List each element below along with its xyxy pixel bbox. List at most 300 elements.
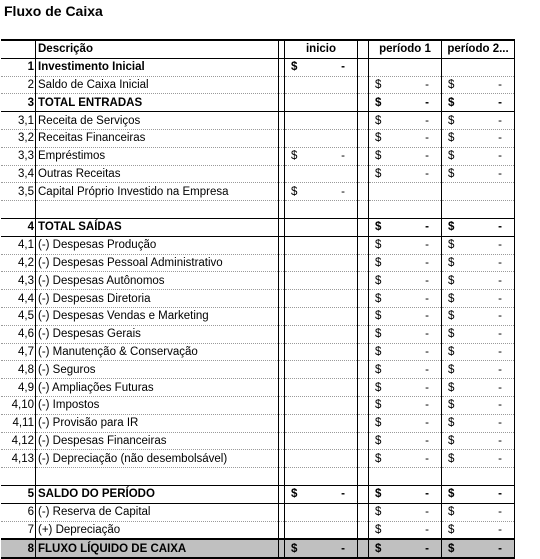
row-number <box>1 201 36 219</box>
currency-symbol: $ <box>448 381 455 394</box>
cell-periodo-1 <box>369 236 442 254</box>
table-row <box>1 450 515 468</box>
cell-value: - <box>498 434 502 447</box>
row-description: (-) Reserva de Capital <box>36 503 279 521</box>
row-description: (+) Depreciação <box>36 521 279 539</box>
currency-symbol: $ <box>375 452 382 465</box>
cell-periodo-2 <box>442 201 515 219</box>
cell-inicio <box>285 485 358 503</box>
cell-value: - <box>341 185 345 198</box>
table-row <box>1 236 515 254</box>
cell-periodo-2 <box>442 414 515 432</box>
cell-periodo-1 <box>369 325 442 343</box>
row-description: SALDO DO PERÍODO <box>36 485 279 503</box>
cell-value: - <box>425 542 429 555</box>
row-description: (-) Despesas Pessoal Administrativo <box>36 254 279 272</box>
currency-symbol: $ <box>375 542 382 555</box>
table-row <box>1 58 515 76</box>
cell-periodo-2 <box>442 521 515 539</box>
cell-value: - <box>425 381 429 394</box>
cell-periodo-1 <box>369 112 442 130</box>
cell-inicio <box>285 272 358 290</box>
row-number: 4,13 <box>1 450 36 468</box>
currency-symbol: $ <box>375 274 382 287</box>
currency-symbol: $ <box>291 542 298 555</box>
cell-inicio <box>285 503 358 521</box>
currency-symbol: $ <box>448 114 455 127</box>
cell-periodo-1 <box>369 307 442 325</box>
currency-symbol: $ <box>448 239 455 252</box>
row-number: 3 <box>1 94 36 112</box>
spacer-cell <box>358 396 369 414</box>
cell-periodo-1 <box>369 450 442 468</box>
table-row <box>1 468 515 486</box>
cell-value: - <box>425 506 429 519</box>
spacer-cell <box>358 147 369 165</box>
table-row <box>1 94 515 112</box>
cell-value: - <box>341 488 345 501</box>
spacer-cell <box>358 539 369 558</box>
spacer-cell <box>358 236 369 254</box>
currency-symbol: $ <box>448 256 455 269</box>
row-number: 4,10 <box>1 396 36 414</box>
cell-value: - <box>498 292 502 305</box>
row-description: (-) Despesas Gerais <box>36 325 279 343</box>
row-number: 3,4 <box>1 165 36 183</box>
cell-inicio <box>285 58 358 76</box>
cell-periodo-2 <box>442 379 515 397</box>
cell-value: - <box>498 114 502 127</box>
cell-periodo-2 <box>442 112 515 130</box>
spacer-cell <box>358 432 369 450</box>
currency-symbol: $ <box>448 399 455 412</box>
cell-value: - <box>498 274 502 287</box>
cell-periodo-1 <box>369 183 442 201</box>
cell-inicio <box>285 129 358 147</box>
cell-periodo-1 <box>369 361 442 379</box>
row-number: 4,3 <box>1 272 36 290</box>
row-number: 4,12 <box>1 432 36 450</box>
cell-value: - <box>498 363 502 376</box>
cell-periodo-2 <box>442 58 515 76</box>
row-number: 4,7 <box>1 343 36 361</box>
cell-periodo-1 <box>369 218 442 236</box>
table-row <box>1 521 515 539</box>
cell-periodo-1 <box>369 468 442 486</box>
row-description: (-) Depreciação (não desembolsável) <box>36 450 279 468</box>
header-num <box>1 40 36 58</box>
cell-periodo-2 <box>442 432 515 450</box>
table-row <box>1 218 515 236</box>
cell-value: - <box>425 132 429 145</box>
table-row <box>1 325 515 343</box>
cell-periodo-2 <box>442 165 515 183</box>
cell-inicio <box>285 307 358 325</box>
cell-periodo-1 <box>369 379 442 397</box>
cell-inicio <box>285 76 358 94</box>
row-description: (-) Despesas Financeiras <box>36 432 279 450</box>
cell-periodo-2 <box>442 218 515 236</box>
currency-symbol: $ <box>375 345 382 358</box>
currency-symbol: $ <box>375 328 382 341</box>
table-row <box>1 254 515 272</box>
cell-inicio <box>285 396 358 414</box>
cell-value: - <box>425 239 429 252</box>
cell-periodo-2 <box>442 450 515 468</box>
cell-periodo-1 <box>369 272 442 290</box>
row-description: TOTAL ENTRADAS <box>36 94 279 112</box>
cell-value: - <box>425 150 429 163</box>
row-description: Outras Receitas <box>36 165 279 183</box>
row-description: Receita de Serviços <box>36 112 279 130</box>
currency-symbol: $ <box>448 310 455 323</box>
cell-value: - <box>425 274 429 287</box>
cell-value: - <box>498 221 502 234</box>
cell-periodo-2 <box>442 183 515 201</box>
row-number: 4,5 <box>1 307 36 325</box>
spacer-cell <box>358 201 369 219</box>
currency-symbol: $ <box>448 488 455 501</box>
spacer-cell <box>358 272 369 290</box>
row-number: 5 <box>1 485 36 503</box>
cell-periodo-2 <box>442 272 515 290</box>
currency-symbol: $ <box>375 132 382 145</box>
cell-inicio <box>285 112 358 130</box>
spacer-cell <box>358 521 369 539</box>
currency-symbol: $ <box>448 274 455 287</box>
row-number: 4,2 <box>1 254 36 272</box>
currency-symbol: $ <box>448 523 455 536</box>
spacer-cell <box>358 307 369 325</box>
currency-symbol: $ <box>375 167 382 180</box>
cell-value: - <box>425 310 429 323</box>
row-description <box>36 468 279 486</box>
cell-inicio <box>285 539 358 558</box>
currency-symbol: $ <box>375 523 382 536</box>
cell-inicio <box>285 343 358 361</box>
cell-periodo-2 <box>442 485 515 503</box>
cell-value: - <box>425 256 429 269</box>
row-number: 3,1 <box>1 112 36 130</box>
cell-value: - <box>498 150 502 163</box>
cell-inicio <box>285 254 358 272</box>
table-row <box>1 165 515 183</box>
row-description: (-) Despesas Vendas e Marketing <box>36 307 279 325</box>
row-number: 4,4 <box>1 290 36 308</box>
spacer-cell <box>358 325 369 343</box>
table-row <box>1 396 515 414</box>
spacer-cell <box>358 290 369 308</box>
cell-value: - <box>498 523 502 536</box>
cell-value: - <box>498 381 502 394</box>
cash-flow-table <box>1 39 515 559</box>
header-periodo-1: período 1 <box>369 40 442 58</box>
currency-symbol: $ <box>448 221 455 234</box>
currency-symbol: $ <box>448 132 455 145</box>
currency-symbol: $ <box>375 488 382 501</box>
cell-value: - <box>425 434 429 447</box>
row-number: 4,6 <box>1 325 36 343</box>
cell-value: - <box>498 132 502 145</box>
row-description: (-) Provisão para IR <box>36 414 279 432</box>
cell-periodo-2 <box>442 290 515 308</box>
currency-symbol: $ <box>375 150 382 163</box>
table-row <box>1 129 515 147</box>
row-number: 2 <box>1 76 36 94</box>
table-row <box>1 343 515 361</box>
cell-periodo-1 <box>369 485 442 503</box>
table-row <box>1 307 515 325</box>
cell-inicio <box>285 450 358 468</box>
spacer-cell <box>358 503 369 521</box>
currency-symbol: $ <box>375 399 382 412</box>
spacer-cell <box>358 94 369 112</box>
table-row <box>1 485 515 503</box>
cell-value: - <box>425 328 429 341</box>
currency-symbol: $ <box>291 61 298 74</box>
cell-inicio <box>285 325 358 343</box>
cell-periodo-2 <box>442 307 515 325</box>
table-row <box>1 414 515 432</box>
currency-symbol: $ <box>448 417 455 430</box>
cell-value: - <box>341 61 345 74</box>
cell-inicio <box>285 218 358 236</box>
cell-inicio <box>285 361 358 379</box>
row-number: 4,8 <box>1 361 36 379</box>
table-row <box>1 272 515 290</box>
header-inicio: inicio <box>285 40 358 58</box>
cell-value: - <box>498 506 502 519</box>
cell-periodo-2 <box>442 468 515 486</box>
cell-inicio <box>285 165 358 183</box>
row-number: 4,11 <box>1 414 36 432</box>
row-number: 3,3 <box>1 147 36 165</box>
cell-value: - <box>498 542 502 555</box>
cell-value: - <box>498 452 502 465</box>
cell-periodo-1 <box>369 396 442 414</box>
cell-value: - <box>425 78 429 91</box>
cell-periodo-1 <box>369 147 442 165</box>
cell-periodo-2 <box>442 76 515 94</box>
cell-value: - <box>498 417 502 430</box>
spacer-cell <box>358 58 369 76</box>
currency-symbol: $ <box>375 434 382 447</box>
cell-value: - <box>425 96 429 109</box>
cell-value: - <box>341 150 345 163</box>
cell-value: - <box>498 239 502 252</box>
cell-periodo-2 <box>442 343 515 361</box>
row-number: 4 <box>1 218 36 236</box>
currency-symbol: $ <box>375 256 382 269</box>
row-description: (-) Impostos <box>36 396 279 414</box>
header-descricao: Descrição <box>36 40 279 58</box>
row-description: (-) Seguros <box>36 361 279 379</box>
row-description: Capital Próprio Investido na Empresa <box>36 183 279 201</box>
cell-periodo-1 <box>369 165 442 183</box>
cell-inicio <box>285 201 358 219</box>
cell-periodo-2 <box>442 503 515 521</box>
cell-periodo-2 <box>442 325 515 343</box>
currency-symbol: $ <box>375 96 382 109</box>
cell-inicio <box>285 432 358 450</box>
currency-symbol: $ <box>448 328 455 341</box>
currency-symbol: $ <box>448 506 455 519</box>
row-number: 4,9 <box>1 379 36 397</box>
cell-value: - <box>425 114 429 127</box>
row-number: 3,5 <box>1 183 36 201</box>
cell-inicio <box>285 94 358 112</box>
cell-periodo-1 <box>369 58 442 76</box>
cell-periodo-1 <box>369 343 442 361</box>
cell-value: - <box>498 167 502 180</box>
row-description: (-) Despesas Produção <box>36 236 279 254</box>
cell-periodo-1 <box>369 539 442 558</box>
currency-symbol: $ <box>375 363 382 376</box>
cell-periodo-2 <box>442 539 515 558</box>
cell-inicio <box>285 290 358 308</box>
page-title: Fluxo de Caixa <box>4 3 103 19</box>
currency-symbol: $ <box>375 310 382 323</box>
spacer-cell <box>358 414 369 432</box>
row-description: (-) Despesas Diretoria <box>36 290 279 308</box>
table-header <box>1 40 515 58</box>
currency-symbol: $ <box>448 434 455 447</box>
cell-inicio <box>285 183 358 201</box>
cell-value: - <box>498 488 502 501</box>
cell-value: - <box>425 345 429 358</box>
table-row <box>1 379 515 397</box>
cell-periodo-1 <box>369 503 442 521</box>
spacer-cell <box>358 183 369 201</box>
currency-symbol: $ <box>448 292 455 305</box>
currency-symbol: $ <box>375 239 382 252</box>
cell-periodo-2 <box>442 94 515 112</box>
cell-value: - <box>498 96 502 109</box>
currency-symbol: $ <box>375 381 382 394</box>
spacer-cell <box>358 468 369 486</box>
row-description: Investimento Inicial <box>36 58 279 76</box>
currency-symbol: $ <box>375 292 382 305</box>
cell-periodo-1 <box>369 94 442 112</box>
currency-symbol: $ <box>448 363 455 376</box>
cell-periodo-2 <box>442 147 515 165</box>
table-row <box>1 290 515 308</box>
cell-value: - <box>425 452 429 465</box>
header-gap <box>358 40 369 58</box>
row-description: (-) Ampliações Futuras <box>36 379 279 397</box>
spacer-cell <box>358 450 369 468</box>
cell-value: - <box>425 167 429 180</box>
currency-symbol: $ <box>448 452 455 465</box>
cell-periodo-1 <box>369 254 442 272</box>
currency-symbol: $ <box>448 96 455 109</box>
cell-periodo-2 <box>442 396 515 414</box>
row-number: 8 <box>1 539 36 558</box>
row-description: (-) Manutenção & Conservação <box>36 343 279 361</box>
cell-value: - <box>425 363 429 376</box>
cell-value: - <box>498 78 502 91</box>
cell-value: - <box>498 256 502 269</box>
currency-symbol: $ <box>375 78 382 91</box>
cell-value: - <box>425 488 429 501</box>
row-number <box>1 468 36 486</box>
spacer-cell <box>358 343 369 361</box>
table-row <box>1 539 515 558</box>
row-description: Receitas Financeiras <box>36 129 279 147</box>
cell-value: - <box>498 399 502 412</box>
row-description: TOTAL SAÍDAS <box>36 218 279 236</box>
cell-periodo-2 <box>442 254 515 272</box>
row-description: Saldo de Caixa Inicial <box>36 76 279 94</box>
spacer-cell <box>358 361 369 379</box>
currency-symbol: $ <box>375 114 382 127</box>
table-row <box>1 201 515 219</box>
currency-symbol: $ <box>291 488 298 501</box>
currency-symbol: $ <box>448 345 455 358</box>
cell-inicio <box>285 468 358 486</box>
cell-value: - <box>425 417 429 430</box>
cell-value: - <box>341 542 345 555</box>
row-description: Empréstimos <box>36 147 279 165</box>
spacer-cell <box>358 218 369 236</box>
header-periodo-2: período 2... <box>442 40 515 58</box>
table-row <box>1 503 515 521</box>
cell-inicio <box>285 147 358 165</box>
row-number: 4,1 <box>1 236 36 254</box>
cell-value: - <box>425 221 429 234</box>
currency-symbol: $ <box>291 150 298 163</box>
currency-symbol: $ <box>291 185 298 198</box>
cell-inicio <box>285 414 358 432</box>
spacer-cell <box>358 76 369 94</box>
row-number: 7 <box>1 521 36 539</box>
currency-symbol: $ <box>375 221 382 234</box>
cell-periodo-1 <box>369 432 442 450</box>
currency-symbol: $ <box>375 506 382 519</box>
cell-inicio <box>285 379 358 397</box>
table-row <box>1 147 515 165</box>
cell-periodo-1 <box>369 521 442 539</box>
cell-periodo-2 <box>442 361 515 379</box>
table-row <box>1 432 515 450</box>
cell-value: - <box>498 328 502 341</box>
row-description: FLUXO LÍQUIDO DE CAIXA <box>36 539 279 558</box>
cell-value: - <box>425 523 429 536</box>
currency-symbol: $ <box>448 542 455 555</box>
row-number: 3,2 <box>1 129 36 147</box>
row-description: (-) Despesas Autônomos <box>36 272 279 290</box>
spacer-cell <box>358 254 369 272</box>
row-description <box>36 201 279 219</box>
cell-periodo-2 <box>442 129 515 147</box>
currency-symbol: $ <box>448 167 455 180</box>
cell-inicio <box>285 236 358 254</box>
table-row <box>1 361 515 379</box>
currency-symbol: $ <box>375 417 382 430</box>
table-row <box>1 112 515 130</box>
spacer-cell <box>358 129 369 147</box>
cell-periodo-1 <box>369 129 442 147</box>
spacer-cell <box>358 379 369 397</box>
table-row <box>1 76 515 94</box>
spacer-cell <box>358 165 369 183</box>
cell-periodo-1 <box>369 201 442 219</box>
row-number: 6 <box>1 503 36 521</box>
cell-periodo-1 <box>369 290 442 308</box>
cell-value: - <box>498 345 502 358</box>
cell-value: - <box>425 292 429 305</box>
cell-periodo-1 <box>369 414 442 432</box>
